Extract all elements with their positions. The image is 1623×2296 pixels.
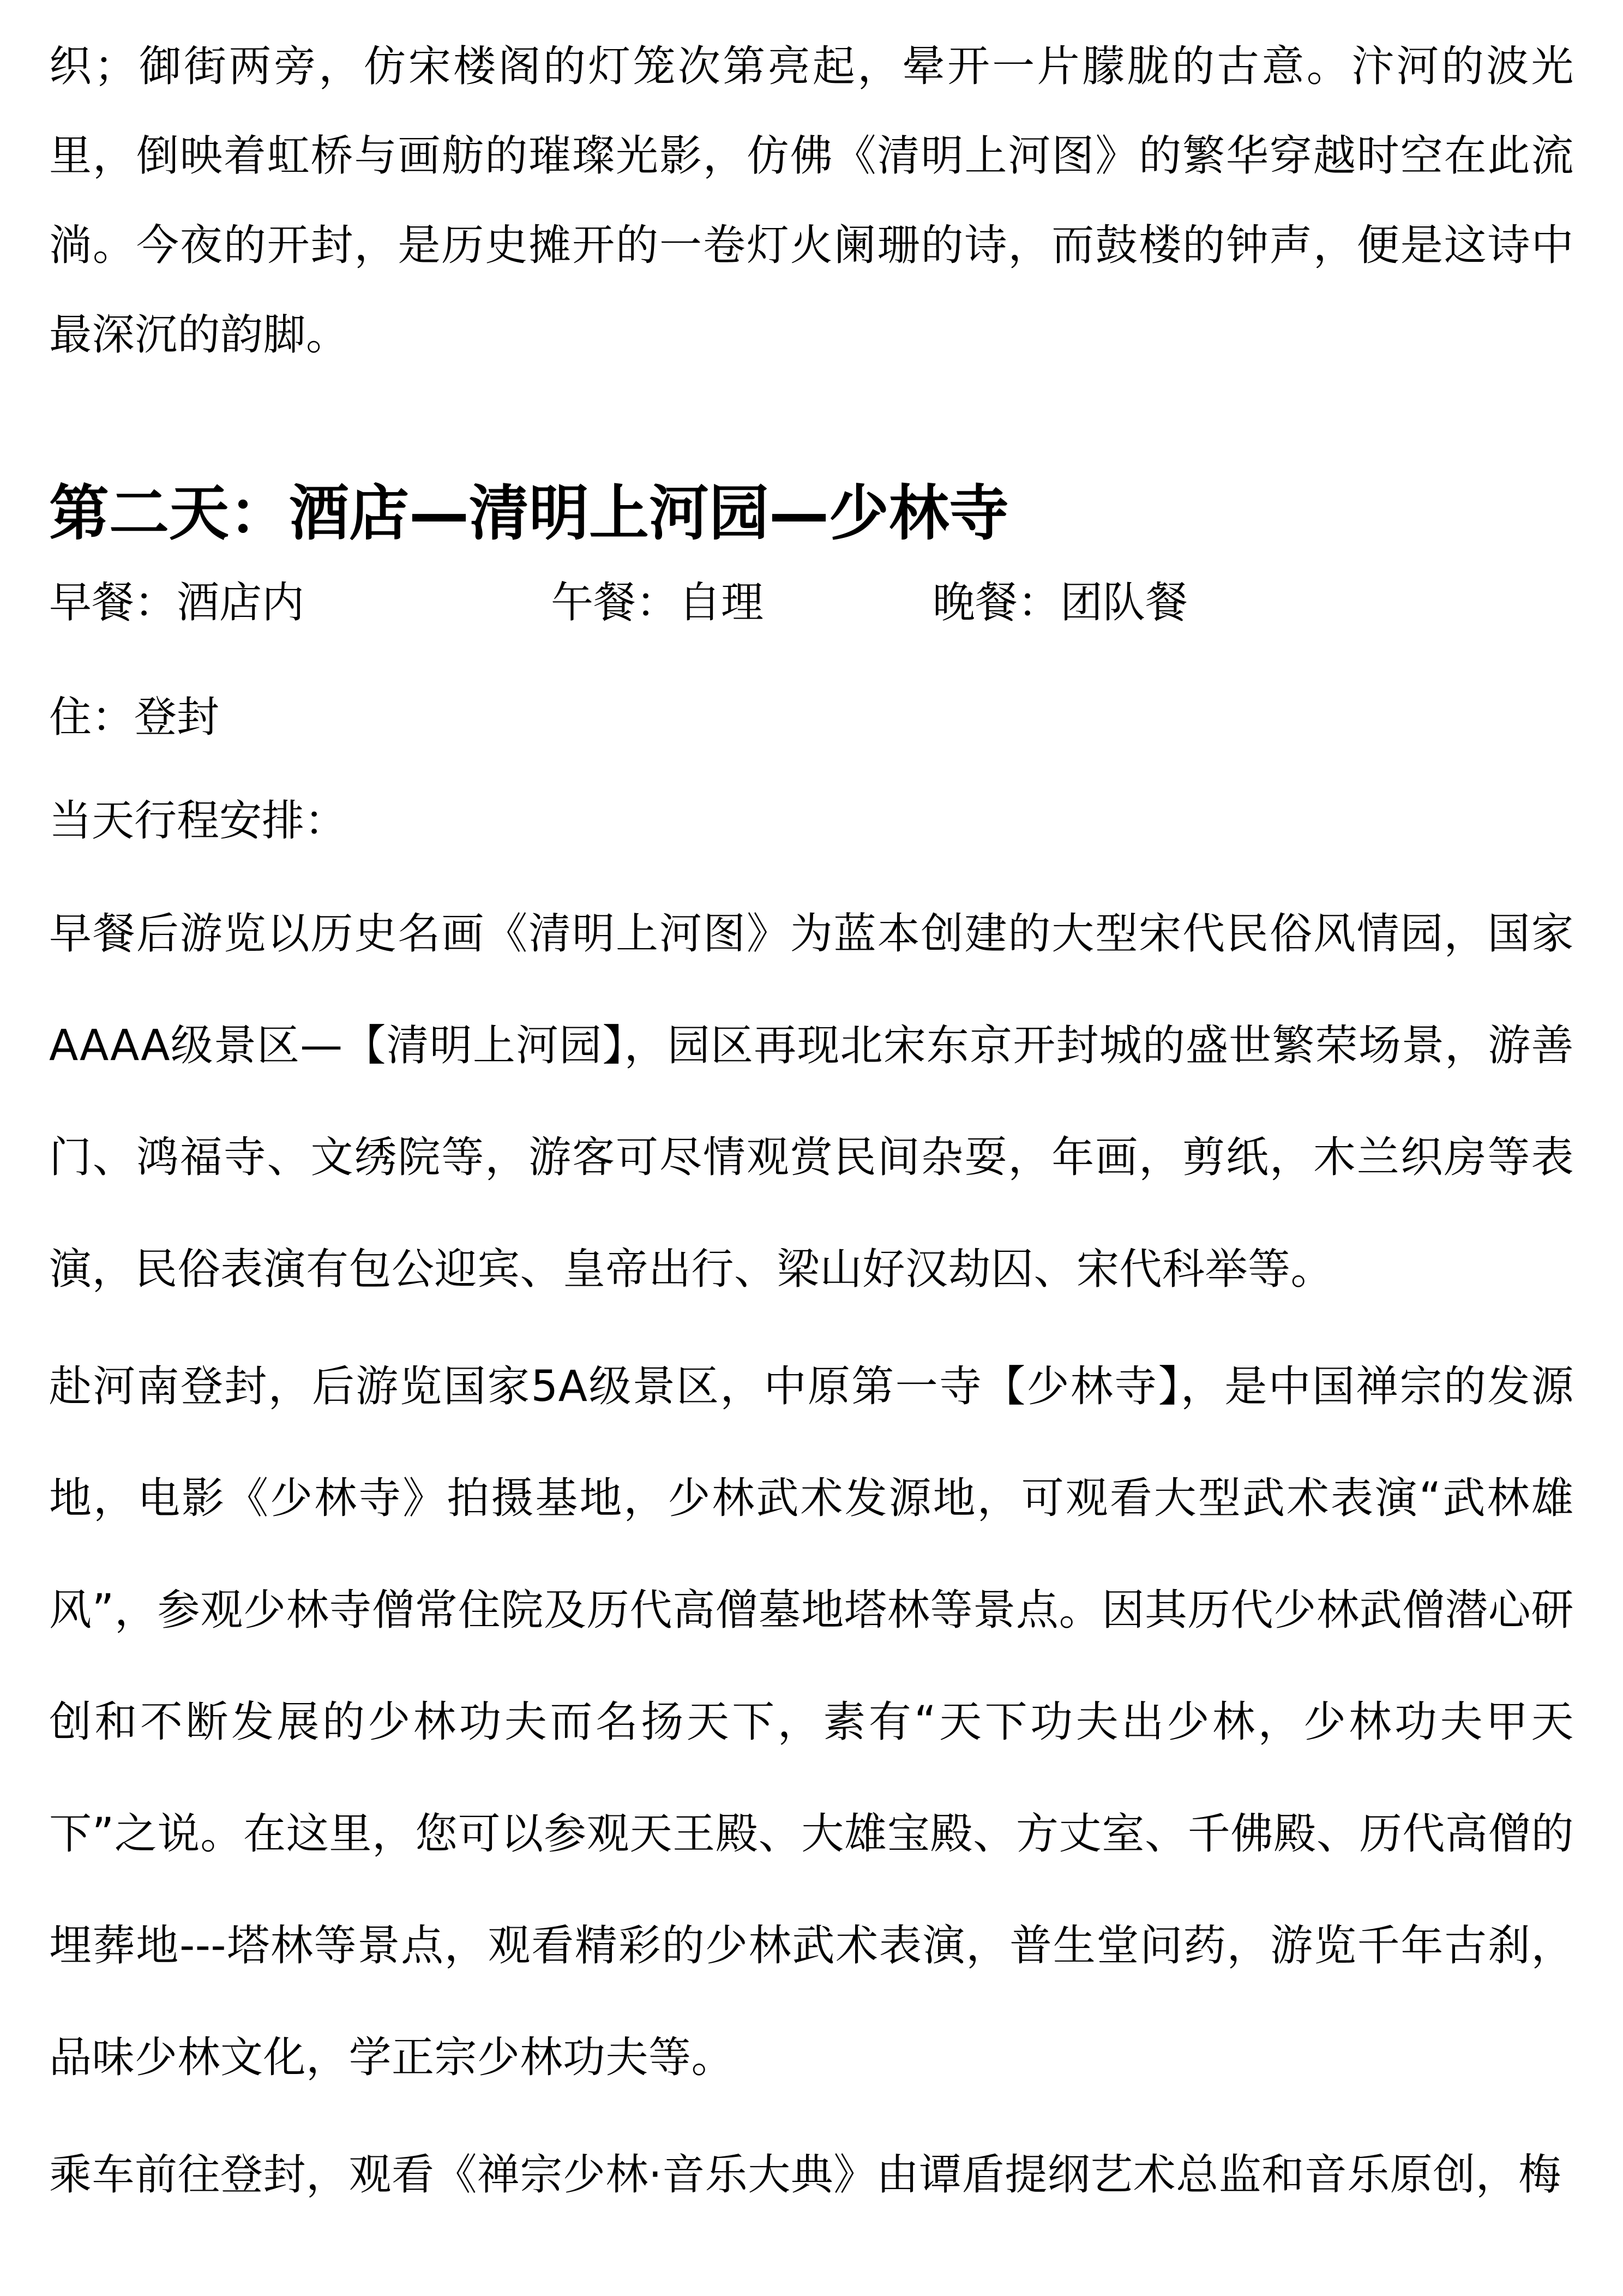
accommodation-info: 住：登封 bbox=[49, 693, 220, 742]
meals-row bbox=[49, 567, 1574, 638]
itinerary-paragraph: 早餐后游览以历史名画《清明上河图》为蓝本创建的大型宋代民俗风情园，国家AAAA级景区—【清明上河园】，园区再现北宋东京开封城的盛世繁荣场景，游善门、鸿福寺、文绣院等，游客可尽情观赏民间杂耍，年画，剪纸，木兰织房等表演，民俗表演有包公迎宾、皇帝出行、梁山好汉劫囚、宋代科举等。 bbox=[49, 909, 1574, 1294]
dinner-info: 晚餐：团队餐 bbox=[933, 578, 1188, 627]
breakfast-info: 早餐：酒店内 bbox=[49, 578, 305, 627]
lunch-info: 午餐：自理 bbox=[551, 578, 764, 627]
intro-paragraph: 织；御街两旁，仿宋楼阁的灯笼次第亮起，晕开一片朦胧的古意。汴河的波光里，倒映着虹桥与画舫的璀璨光影，仿佛《清明上河图》的繁华穿越时空在此流淌。今夜的开封，是历史摊开的一卷灯火阑珊的诗，而鼓楼的钟声，便是这诗中最深沉的韵脚。 bbox=[49, 42, 1574, 359]
itinerary-paragraph: 乘车前往登封，观看《禅宗少林·音乐大典》由谭盾提纲艺术总监和音乐原创，梅 bbox=[49, 2150, 1561, 2199]
schedule-label: 当天行程安排： bbox=[49, 796, 347, 846]
itinerary-paragraph: 赴河南登封，后游览国家5A级景区，中原第一寺【少林寺】，是中国禅宗的发源地，电影《少林寺》拍摄基地，少林武术发源地，可观看大型武术表演“武林雄风”，参观少林寺僧常住院及历代高僧墓地塔林等景点。因其历代少林武僧潜心研创和不断发展的少林功夫而名扬天下，素有“天下功夫出少林，少林功夫甲天下”之说。在这里，您可以参观天王殿、大雄宝殿、方丈室、千佛殿、历代高僧的埋葬地---塔林等景点，观看精彩的少林武术表演，普生堂问药，游览千年古刹，品味少林文化，学正宗少林功夫等。 bbox=[49, 1362, 1574, 2082]
document-page bbox=[49, 22, 1574, 2231]
day2-heading: 第二天：酒店—清明上河园—少林寺 bbox=[49, 478, 1009, 548]
